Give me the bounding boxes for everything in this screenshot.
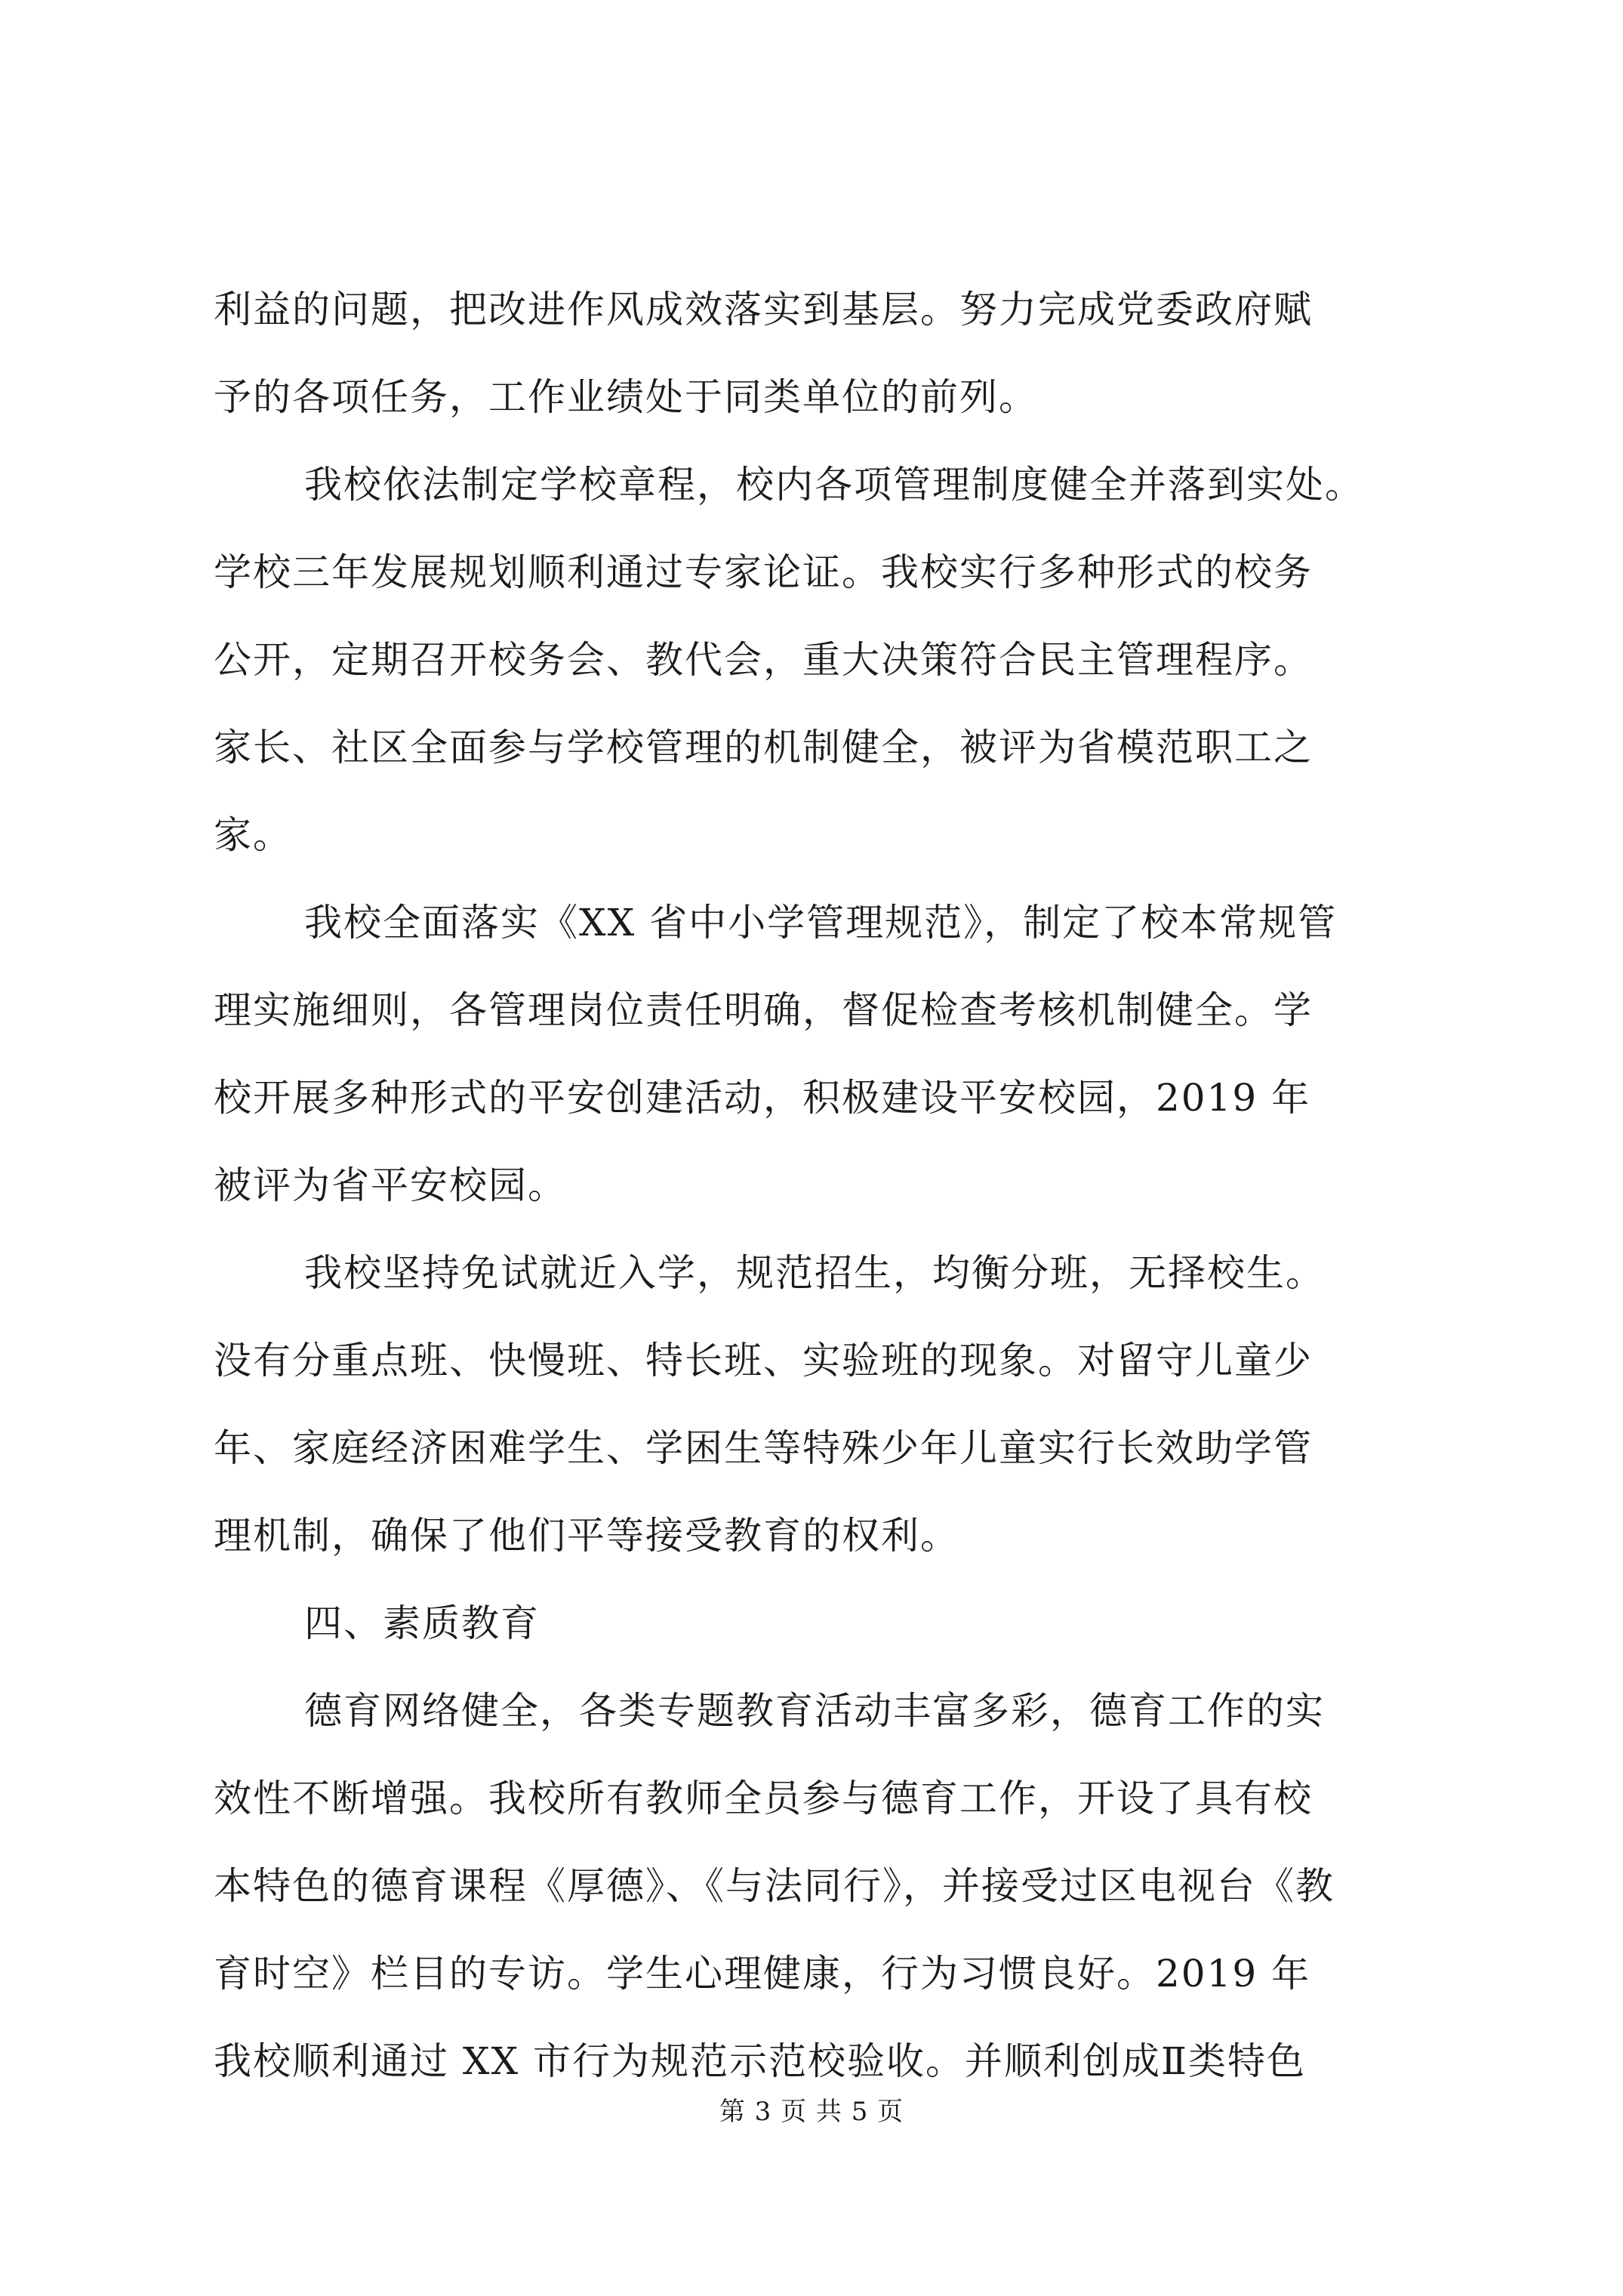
- paragraph-start-line: 我校全面落实《XX 省中小学管理规范》，制定了校本常规管: [304, 901, 1338, 945]
- text-line: 家长、社区全面参与学校管理的机制健全，被评为省模范职工之: [214, 726, 1313, 769]
- text-line: 育时空》栏目的专访。学生心理健康，行为习惯良好。2019 年: [214, 1952, 1311, 1996]
- page-footer: 第 3 页 共 5 页: [719, 2097, 904, 2127]
- text-line: 学校三年发展规划顺利通过专家论证。我校实行多种形式的校务: [214, 550, 1313, 594]
- paragraph-start-line: 我校坚持免试就近入学，规范招生，均衡分班，无择校生。: [304, 1251, 1325, 1295]
- text-line: 没有分重点班、快慢班、特长班、实验班的现象。对留守儿童少: [214, 1339, 1313, 1382]
- text-line: 理机制，确保了他们平等接受教育的权利。: [214, 1514, 959, 1558]
- paragraph-start-line: 我校依法制定学校章程，校内各项管理制度健全并落到实处。: [304, 463, 1364, 507]
- paragraph-start-line: 德育网络健全，各类专题教育活动丰富多彩，德育工作的实: [304, 1689, 1325, 1733]
- text-line: 公开，定期召开校务会、教代会，重大决策符合民主管理程序。: [214, 638, 1313, 682]
- text-line: 予的各项任务，工作业绩处于同类单位的前列。: [214, 375, 1038, 419]
- text-line: 效性不断增强。我校所有教师全员参与德育工作，开设了具有校: [214, 1777, 1313, 1820]
- text-line: 校开展多种形式的平安创建活动，积极建设平安校园，2019 年: [214, 1076, 1311, 1120]
- text-line: 利益的问题，把改进作风成效落实到基层。努力完成党委政府赋: [214, 288, 1313, 331]
- text-line: 家。: [214, 813, 292, 857]
- section-heading: 四、素质教育: [304, 1601, 540, 1645]
- text-line: 年、家庭经济困难学生、学困生等特殊少年儿童实行长效助学管: [214, 1426, 1313, 1470]
- text-line: 我校顺利通过 XX 市行为规范示范校验收。并顺利创成Ⅱ类特色: [214, 2039, 1306, 2083]
- text-line: 本特色的德育课程《厚德》、《与法同行》，并接受过区电视台《教: [214, 1864, 1335, 1908]
- document-body: [214, 266, 1421, 2105]
- text-line: 被评为省平安校园。: [214, 1163, 567, 1207]
- text-line: 理实施细则，各管理岗位责任明确，督促检查考核机制健全。学: [214, 988, 1313, 1032]
